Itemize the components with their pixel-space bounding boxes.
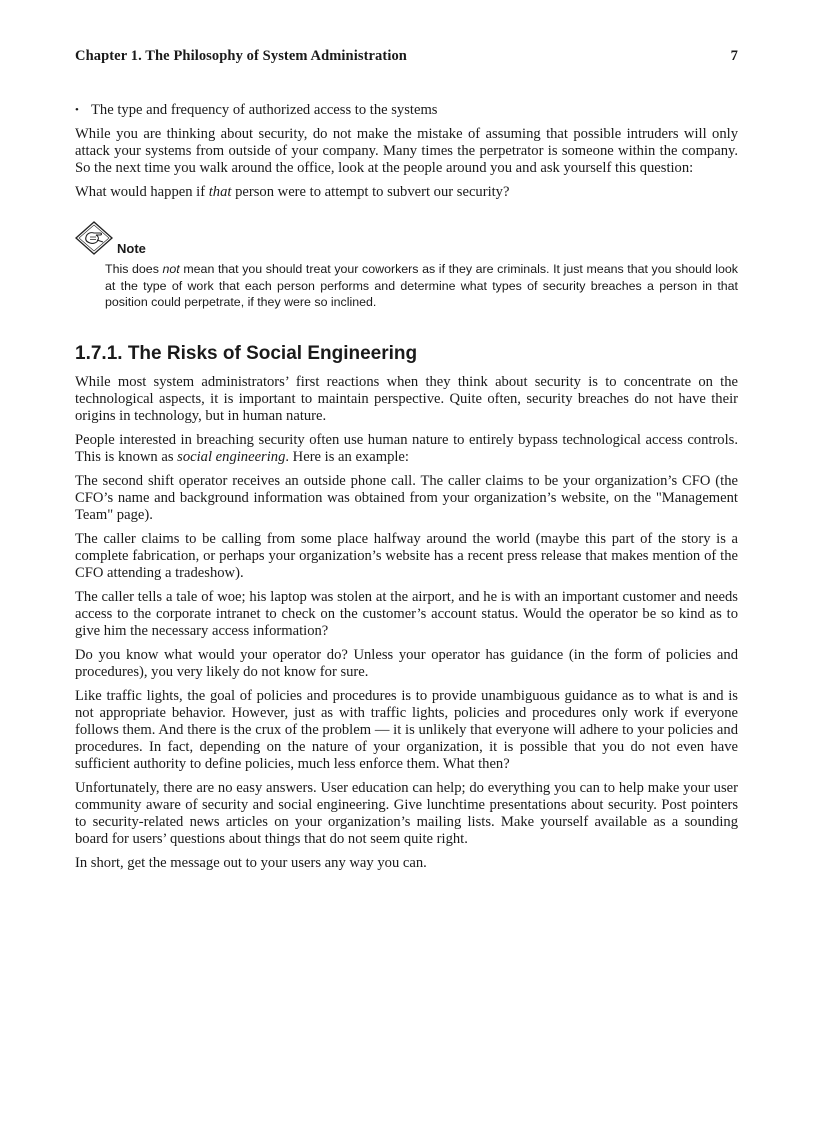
bullet-text: The type and frequency of authorized access to the systems (91, 102, 438, 118)
note-text-end: mean that you should treat your coworkers as if they are criminals. It just means that you should look at the type of work that each person performs and determine what types of security breaches a person in that position could perpetrate, if they were so inclined. (105, 262, 738, 309)
note-emphasis: not (162, 262, 180, 276)
section-paragraph-8: Unfortunately, there are no easy answers. User education can help; do everything you can to help make your user community aware of security and social engineering. Give lunchtime presentations about security. Post pointers to security-related news articles on your organization’s mailing lists. Make yourself available as a sounding board for users’ questions about things that do not seem quite right. (75, 780, 738, 847)
section-paragraph-4: The caller claims to be calling from some place halfway around the world (maybe this part of the story is a complete fabrication, or perhaps your organization’s website has a recent press release that makes mention of the CFO attending a tradeshow). (75, 531, 738, 581)
intro-paragraph: While you are thinking about security, do not make the mistake of assuming that possible intruders will only attack your systems from outside of your company. Many times the perpetrator is someone within the company. So the next time you walk around the office, look at the people around you and ask yourself this question: (75, 126, 738, 176)
note-admonition (75, 221, 738, 317)
bullet-list-item (75, 102, 738, 119)
section-paragraph-5: The caller tells a tale of woe; his laptop was stolen at the airport, and he is with an important customer and needs access to the corporate intranet to check on the customer’s account status. Would the operator be so kind as to give him the necessary access information? (75, 589, 738, 639)
section-paragraph-6: Do you know what would your operator do? Unless your operator has guidance (in the form of policies and procedures), you very likely do not know for sure. (75, 647, 738, 680)
question-text-end: person were to attempt to subvert our security? (231, 184, 510, 200)
section-paragraph-3: The second shift operator receives an outside phone call. The caller claims to be your organization’s CFO (the CFO’s name and background information was obtained from your organization’s website, on the "Management Team" page). (75, 473, 738, 523)
paragraph-2-text-start: People interested in breaching security often use human nature to entirely bypass technological access controls. This is known as (75, 432, 738, 465)
section-paragraph-2 (75, 432, 738, 466)
note-hand-icon (75, 221, 113, 255)
question-paragraph (75, 184, 738, 201)
question-emphasis: that (208, 184, 232, 200)
section-paragraph-7: Like traffic lights, the goal of policies and procedures is to provide unambiguous guidance as to what is and is not appropriate behavior. However, just as with traffic lights, policies and procedures only work if everyone follows them. And there is the crux of the problem — it is unlikely that everyone will adhere to your policies and procedures. In fact, depending on the nature of your organization, it is possible that you do not even have sufficient authority to define policies, much less enforce them. What then? (75, 688, 738, 772)
page-number: 7 (730, 48, 738, 64)
social-engineering-term: social engineering (177, 449, 286, 465)
note-body (105, 261, 738, 311)
bullet-icon: • (75, 104, 79, 116)
chapter-title: Chapter 1. The Philosophy of System Administration (75, 48, 407, 64)
note-title: Note (117, 241, 146, 256)
page-content (75, 102, 738, 879)
paragraph-2-text-end: . Here is an example: (285, 449, 409, 465)
section-paragraph-9: In short, get the message out to your users any way you can. (75, 855, 427, 871)
running-header (75, 48, 738, 65)
note-text-start: This does (105, 262, 163, 276)
section-paragraph-1: While most system administrators’ first reactions when they think about security is to concentrate on the technological aspects, it is important to maintain perspective. Quite often, security breaches do not have their origins in technology, but in human nature. (75, 374, 738, 424)
section-heading: 1.7.1. The Risks of Social Engineering (75, 343, 418, 364)
question-text-start: What would happen if (75, 184, 209, 200)
